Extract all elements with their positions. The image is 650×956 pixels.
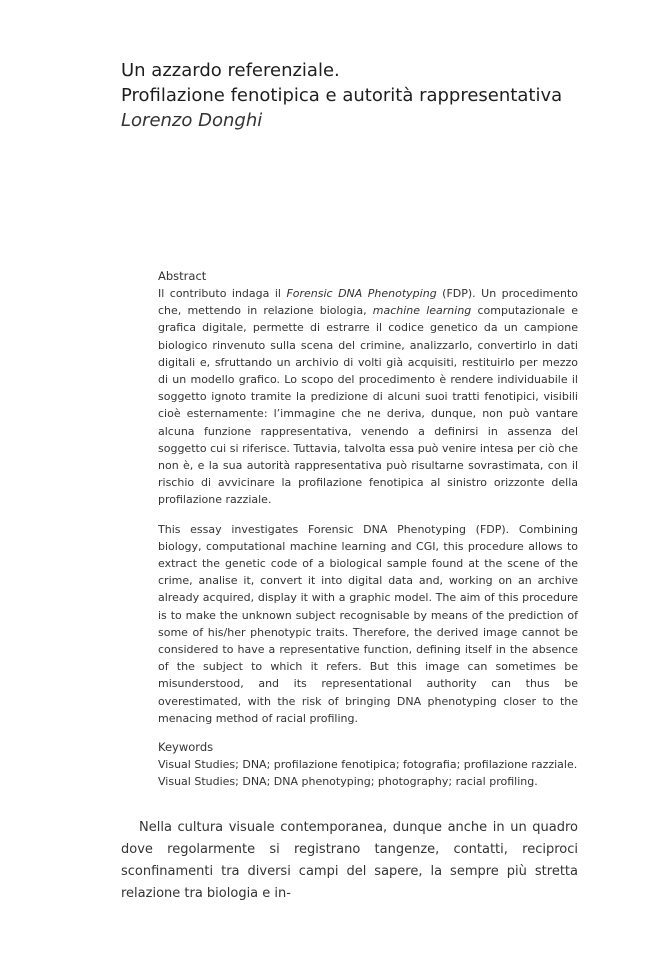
abstract-heading: Abstract xyxy=(158,269,207,283)
article-author: Lorenzo Donghi xyxy=(121,110,263,131)
abstract-italian xyxy=(158,285,578,509)
article-title-line-2: Profilazione fenotipica e autorità rappresentativa xyxy=(121,85,563,106)
keywords-italian: Visual Studies; DNA; profilazione fenotipica; fotografia; profilazione razziale. xyxy=(158,758,578,772)
abstract-italian-mid: (FDP). Un procedimento che, mettendo in relazione biologia, xyxy=(158,287,579,318)
keywords-section xyxy=(158,739,578,790)
keywords-heading: Keywords xyxy=(158,740,214,755)
abstract-italian-em-ml: machine learning xyxy=(372,304,472,318)
abstract-italian-pre: Il contributo indaga il xyxy=(158,287,287,300)
abstract-english: This essay investigates Forensic DNA Phenotyping (FDP). Combining biology, computational machine learning and CGI, this procedure allows to extract the genetic code of a biological sample found at the scene of the crime, analise it, convert it into digital data and, working on an archive already acquired, display it with a graphic model. The aim of this procedure is to make the unknown subject recognisable by means of the prediction of some of his/her phenotypic traits. Therefore, the derived image cannot be considered to have a representative function, defining itself in the absence of the subject to which it refers. But this image can sometimes be misunderstood, and its representational authority can thus be overestimated, with the risk of bringing DNA phenotyping closer to the menacing method of racial profiling. xyxy=(158,522,578,725)
abstract-italian-em-fdp: Forensic DNA Phenotyping xyxy=(286,287,437,300)
body-paragraph: Nella cultura visuale contemporanea, dunque anche in un quadro dove regolarmente si registrano tangenze, contatti, reciproci sconfinamenti tra diversi campi del sapere, la sempre più stretta relazione tra biologia e in- xyxy=(121,820,578,901)
abstract-italian-post: computazionale e grafica digitale, permette di estrarre il codice genetico da un campione biologico rinvenuto sulla scena del crimine, analizzarlo, convertirlo in dati digitali e, sfruttando un archivio di volti già acquisiti, restituirlo per mezzo di un modello grafico. Lo scopo del procedimento è rendere individuabile il soggetto ignoto tramite la predizione di alcuni suoi tratti fenotipici, visibili cioè esternamente: l’immagine che ne deriva, dunque, non può vantare alcuna funzione rappresentativa, venendo a definirsi in assenza del soggetto cui si riferisce. Tuttavia, talvolta essa può venire intesa per ciò che non è, e la sua autorità rappresentativa può risultarne sovrastimata, con il rischio di avvicinare la profilazione fenotipica al sinistro orizzonte della profilazione razziale. xyxy=(158,304,579,507)
article-header xyxy=(121,58,591,133)
abstract-section xyxy=(158,268,578,790)
article-title-line-1: Un azzardo referenziale. xyxy=(121,60,340,81)
keywords-english: Visual Studies; DNA; DNA phenotyping; photography; racial profiling. xyxy=(158,775,538,789)
